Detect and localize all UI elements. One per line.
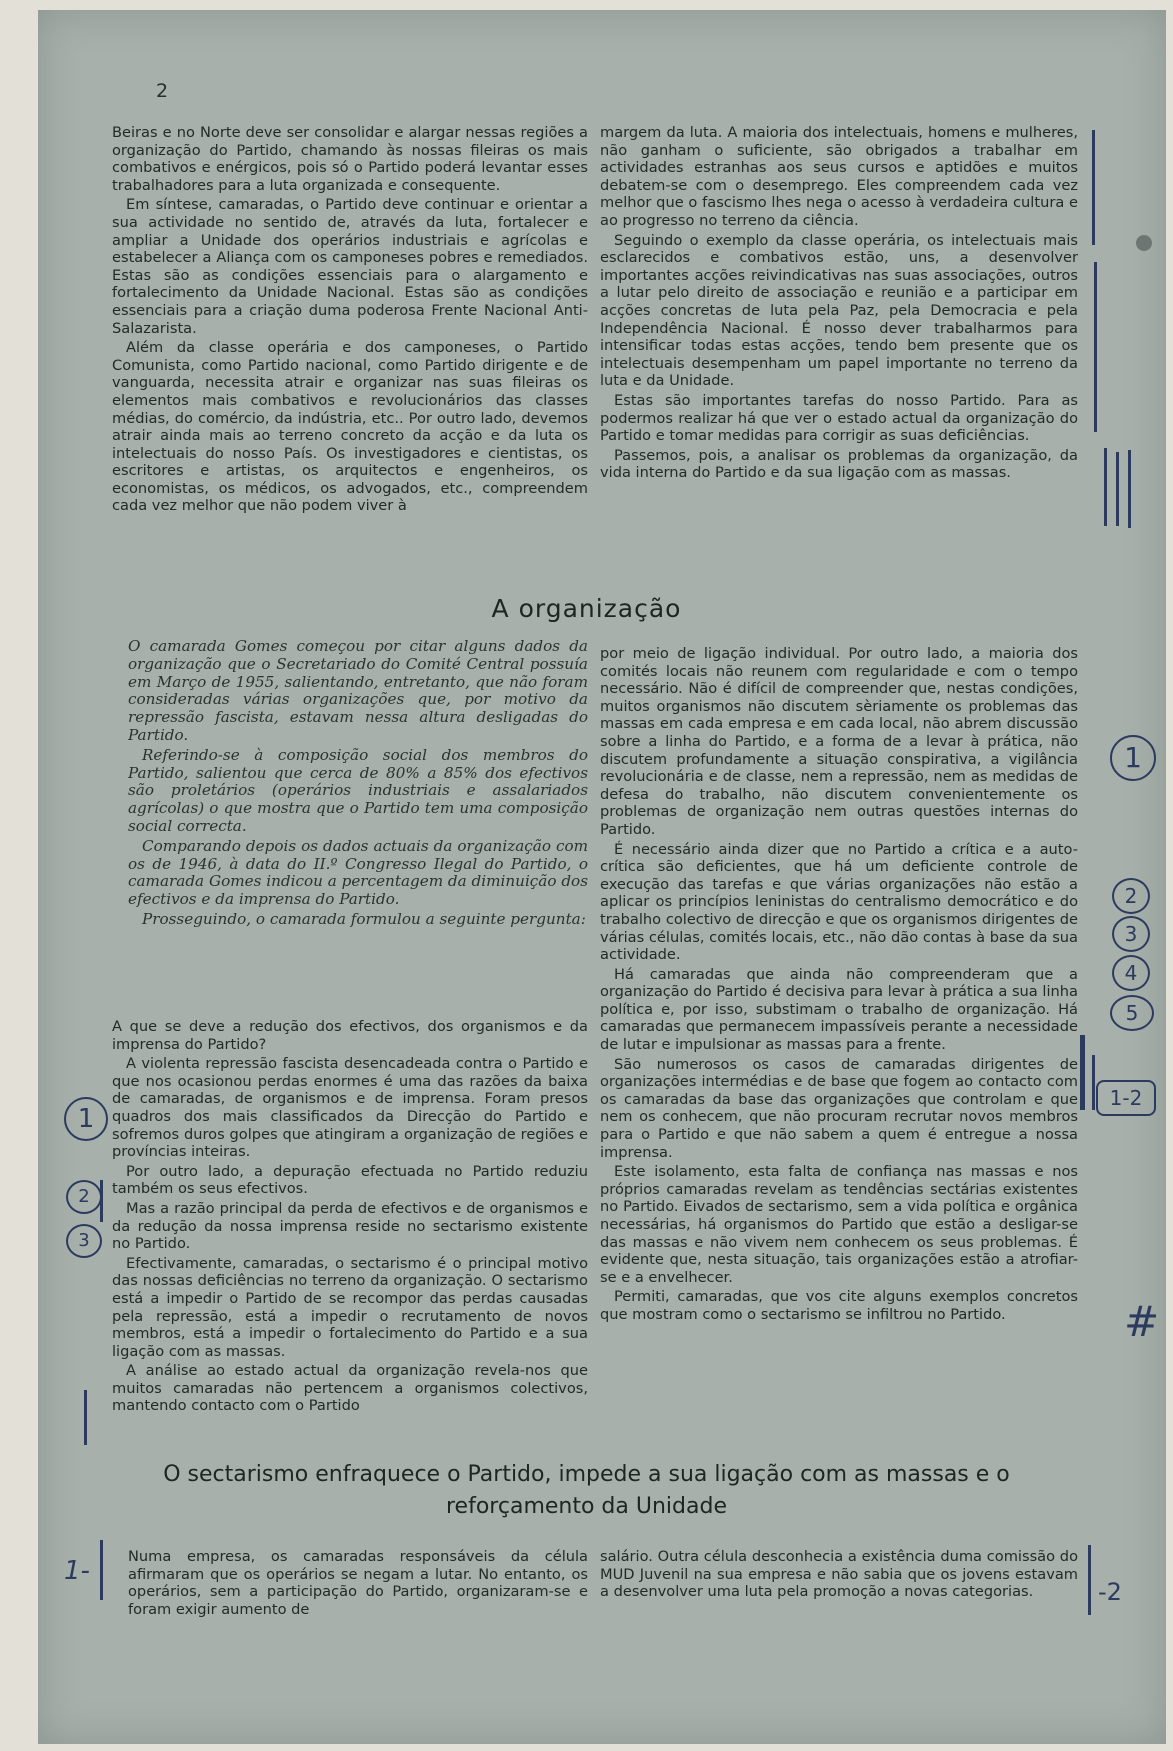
margin-bar xyxy=(1104,448,1107,526)
paragraph: Estas são importantes tarefas do nosso Partido. Para as podermos realizar há que ver o estado actual da organização do Partido e tomar medidas para corrigir as suas deficiências. xyxy=(600,391,1078,445)
paragraph: A violenta repressão fascista desencadeada contra o Partido e que nos ocasionou perdas enormes é uma das razões da baixa de camaradas, de organismos e de imprensa. Foram presos quadros dos mais classificados da Direcção do Partido e sofremos duros golpes que atingiram a organização de regiões e províncias inteiras. xyxy=(112,1055,588,1161)
margin-bar xyxy=(1088,1545,1091,1615)
section-heading-sectarismo: O sectarismo enfraquece o Partido, impede a sua ligação com as massas e o reforçamento da Unidade xyxy=(163,1462,1010,1519)
paragraph: Efectivamente, camaradas, o sectarismo é o principal motivo das nossas deficiências no terreno da organização. O sectarismo está a impedir o Partido de se recompor das perdas causadas pela repressão, está a impedir o recrutamento de novos membros, está a impedir o fortalecimento do Partido e a sua ligação com as massas. xyxy=(112,1254,588,1360)
ink-blot xyxy=(1136,235,1152,251)
margin-note-circle-5: 5 xyxy=(1110,995,1154,1031)
paragraph: É necessário ainda dizer que no Partido a crítica e a auto-crítica são deficientes, que há um deficiente controle de execução das tarefas e que várias organizações não estão a aplicar os princípios leninistas do centralismo democrático e do trabalho colectivo de direcção e que os organismos dirigentes de várias células, comités locais, etc., não dão contas à base da sua actividade. xyxy=(600,840,1078,964)
paragraph: margem da luta. A maioria dos intelectuais, homens e mulheres, não ganham o suficiente, são obrigados a trabalhar em actividades estranhas aos seus cursos e aptidões e muitos debatem-se com o desemprego. Eles compreendem cada vez melhor que o fascismo lhes nega o acesso à verdadeira cultura e ao progresso no terreno da ciência. xyxy=(600,124,1078,229)
paragraph: Além da classe operária e dos camponeses, o Partido Comunista, como Partido nacional, como Partido dirigente e de vanguarda, necessita atrair e organizar nas suas fileiras os elementos mais combativos e revolucionários das classes médias, do comércio, da indústria, etc.. Por outro lado, devemos atrair ainda mais ao terreno concreto da acção e da luta os intelectuais do nosso País. Os investigadores e cientistas, os escritores e artistas, os arquitectos e engenheiros, os economistas, os médicos, os advogados, etc., compreendem cada vez melhor que não podem viver à xyxy=(112,339,588,515)
margin-bar xyxy=(100,1540,103,1600)
left-margin-circle-2: 2 xyxy=(66,1180,102,1214)
margin-bar xyxy=(100,1180,103,1222)
mid-right-column xyxy=(600,645,1078,1453)
paragraph: Prosseguindo, o camarada formulou a seguinte pergunta: xyxy=(142,909,586,928)
paragraph: A análise ao estado actual da organização revela-nos que muitos camaradas não pertencem a organismos colectivos, mantendo contacto com o Partido xyxy=(112,1362,588,1415)
paragraph: Beiras e no Norte deve ser consolidar e alargar nessas regiões a organização do Partido, chamando às nossas fileiras os mais combativos e enérgicos, pois só o Partido poderá levantar esses trabalhadores para a luta organizada e consequente. xyxy=(112,124,588,194)
paragraph: Em síntese, camaradas, o Partido deve continuar e orientar a sua actividade no sentido de, através da luta, fortalecer e ampliar a Unidade dos operários industriais e agrícolas e estabelecer a Aliança com os camponeses pobres e remediados. Estas são as condições essenciais para o alargamento e fortalecimento da Unidade Nacional. Estas são as condições essenciais para a criação duma poderosa Frente Nacional Anti-Salazarista. xyxy=(112,196,588,337)
margin-note-circle-1: 1 xyxy=(1110,735,1156,781)
paragraph: Há camaradas que ainda não compreenderam que a organização do Partido é decisiva para levar à prática a sua linha política e, por isso, substimam o trabalho de organização. Há camaradas que permanecem impassíveis perante a necessidade de lutar e impulsionar as massas para a frente. xyxy=(600,965,1078,1054)
margin-bar xyxy=(1128,450,1131,528)
paragraph: Referindo-se à composição social dos membros do Partido, salientou que cerca de 80% a 85% dos efectivos são proletários (operários industriais e assalariados agrícolas) o que mostra que o Partido tem uma composição social correcta. xyxy=(128,745,588,835)
bottom-right-column xyxy=(600,1548,1078,1628)
mid-left-italic-column xyxy=(128,638,588,1021)
bottom-right-note: -2 xyxy=(1098,1578,1122,1606)
margin-note-circle-4: 4 xyxy=(1112,955,1150,991)
paragraph: Numa empresa, os camaradas responsáveis da célula afirmaram que os operários se negam a lutar. No entanto, os operários, sem a participação do Partido, organizaram-se e foram exigir aumento de xyxy=(128,1548,588,1618)
margin-bar xyxy=(1080,1035,1085,1110)
margin-bar xyxy=(1094,262,1097,432)
margin-note-circle-3: 3 xyxy=(1112,916,1150,952)
margin-bar xyxy=(1092,130,1095,245)
top-left-column xyxy=(112,124,588,579)
paragraph: Permiti, camaradas, que vos cite alguns exemplos concretos que mostram como o sectarismo se infiltrou no Partido. xyxy=(600,1288,1078,1323)
margin-bar xyxy=(1092,1055,1095,1110)
paragraph: Este isolamento, esta falta de confiança nas massas e nos próprios camaradas revelam as tendências sectárias existentes no Partido. Eivados de sectarismo, sem a vida política e orgânica necessárias, há organismos do Partido que estão a desligar-se das massas e não vivem nem conhecem os seus problemas. É evidente que, nesta situação, tais organizações estão a atrofiar-se e a envelhecer. xyxy=(600,1163,1078,1286)
paragraph: A que se deve a redução dos efectivos, dos organismos e da imprensa do Partido? xyxy=(112,1018,588,1053)
margin-bar xyxy=(84,1390,87,1445)
paragraph: O camarada Gomes começou por citar alguns dados da organização que o Secretariado do Comité Central possuía em Março de 1955, salientando, entretanto, que não foram consideradas várias organizações que, por motivo da repressão fascista, estavam nessa altura desligadas do Partido. xyxy=(128,638,588,744)
left-margin-circle-3: 3 xyxy=(66,1224,102,1258)
margin-note-1-2: 1-2 xyxy=(1096,1080,1156,1116)
margin-note-circle-2: 2 xyxy=(1112,878,1150,914)
bottom-left-column xyxy=(128,1548,588,1628)
bottom-left-note: 1- xyxy=(64,1556,90,1586)
paragraph: Comparando depois os dados actuais da organização com os de 1946, à data do II.º Congresso Ilegal do Partido, o camarada Gomes indicou a percentagem da diminuição dos efectivos e da imprensa do Partido. xyxy=(128,836,588,909)
hash-mark: # xyxy=(1124,1297,1160,1346)
paragraph: Mas a razão principal da perda de efectivos e de organismos e da redução da nossa imprensa reside no sectarismo existente no Partido. xyxy=(112,1199,588,1253)
paragraph: por meio de ligação individual. Por outro lado, a maioria dos comités locais não reunem com regularidade e com o tempo necessário. Não é difícil de compreender que, nestas condições, muitos organismos não discutem sèriamente os problemas das massas em cada empresa e em cada local, não abrem discussão sobre a linha do Partido, e a forma de a levar à prática, não discutem profundamente a situação conspirativa, a vigilância revolucionária e de classe, nem a repressão, nem as medidas de defesa do trabalho, não discutem convenientemente os problemas de organização nem outras questões internas do Partido. xyxy=(600,645,1078,838)
page-number: 2 xyxy=(156,80,169,102)
paragraph: São numerosos os casos de camaradas dirigentes de organizações intermédias e de base que fogem ao contacto com os camaradas da base das organizações que controlam e que nem os conhecem, que não procuram recrutar novos membros para o Partido e que não sabem a quem é entregue a nossa imprensa. xyxy=(600,1055,1078,1161)
mid-left-column xyxy=(112,1018,588,1458)
top-right-column xyxy=(600,124,1078,579)
left-margin-circle-1: 1 xyxy=(64,1097,108,1141)
paragraph: salário. Outra célula desconhecia a existência duma comissão do MUD Juvenil na sua empresa e não sabia que os jovens estavam a desenvolver uma luta pela promoção a novas categorias. xyxy=(600,1548,1078,1601)
paragraph: Seguindo o exemplo da classe operária, os intelectuais mais esclarecidos e combativos estão, uns, a desenvolver importantes acções reivindicativas nas suas associações, outros a lutar pelo direito de associação e reunião e a participar em acções concretas de luta pela Paz, pela Democracia e pela Independência Nacional. É nosso dever trabalharmos para intensificar todas estas acções, tendo bem presente que os intelectuais desempenham um papel importante no terreno da luta e da Unidade. xyxy=(600,231,1078,390)
paragraph: Por outro lado, a depuração efectuada no Partido reduziu também os seus efectivos. xyxy=(112,1162,588,1198)
paragraph: Passemos, pois, a analisar os problemas da organização, da vida interna do Partido e da sua ligação com as massas. xyxy=(600,446,1078,482)
margin-bar xyxy=(1116,452,1119,526)
section-heading-organizacao: A organização xyxy=(491,594,682,623)
